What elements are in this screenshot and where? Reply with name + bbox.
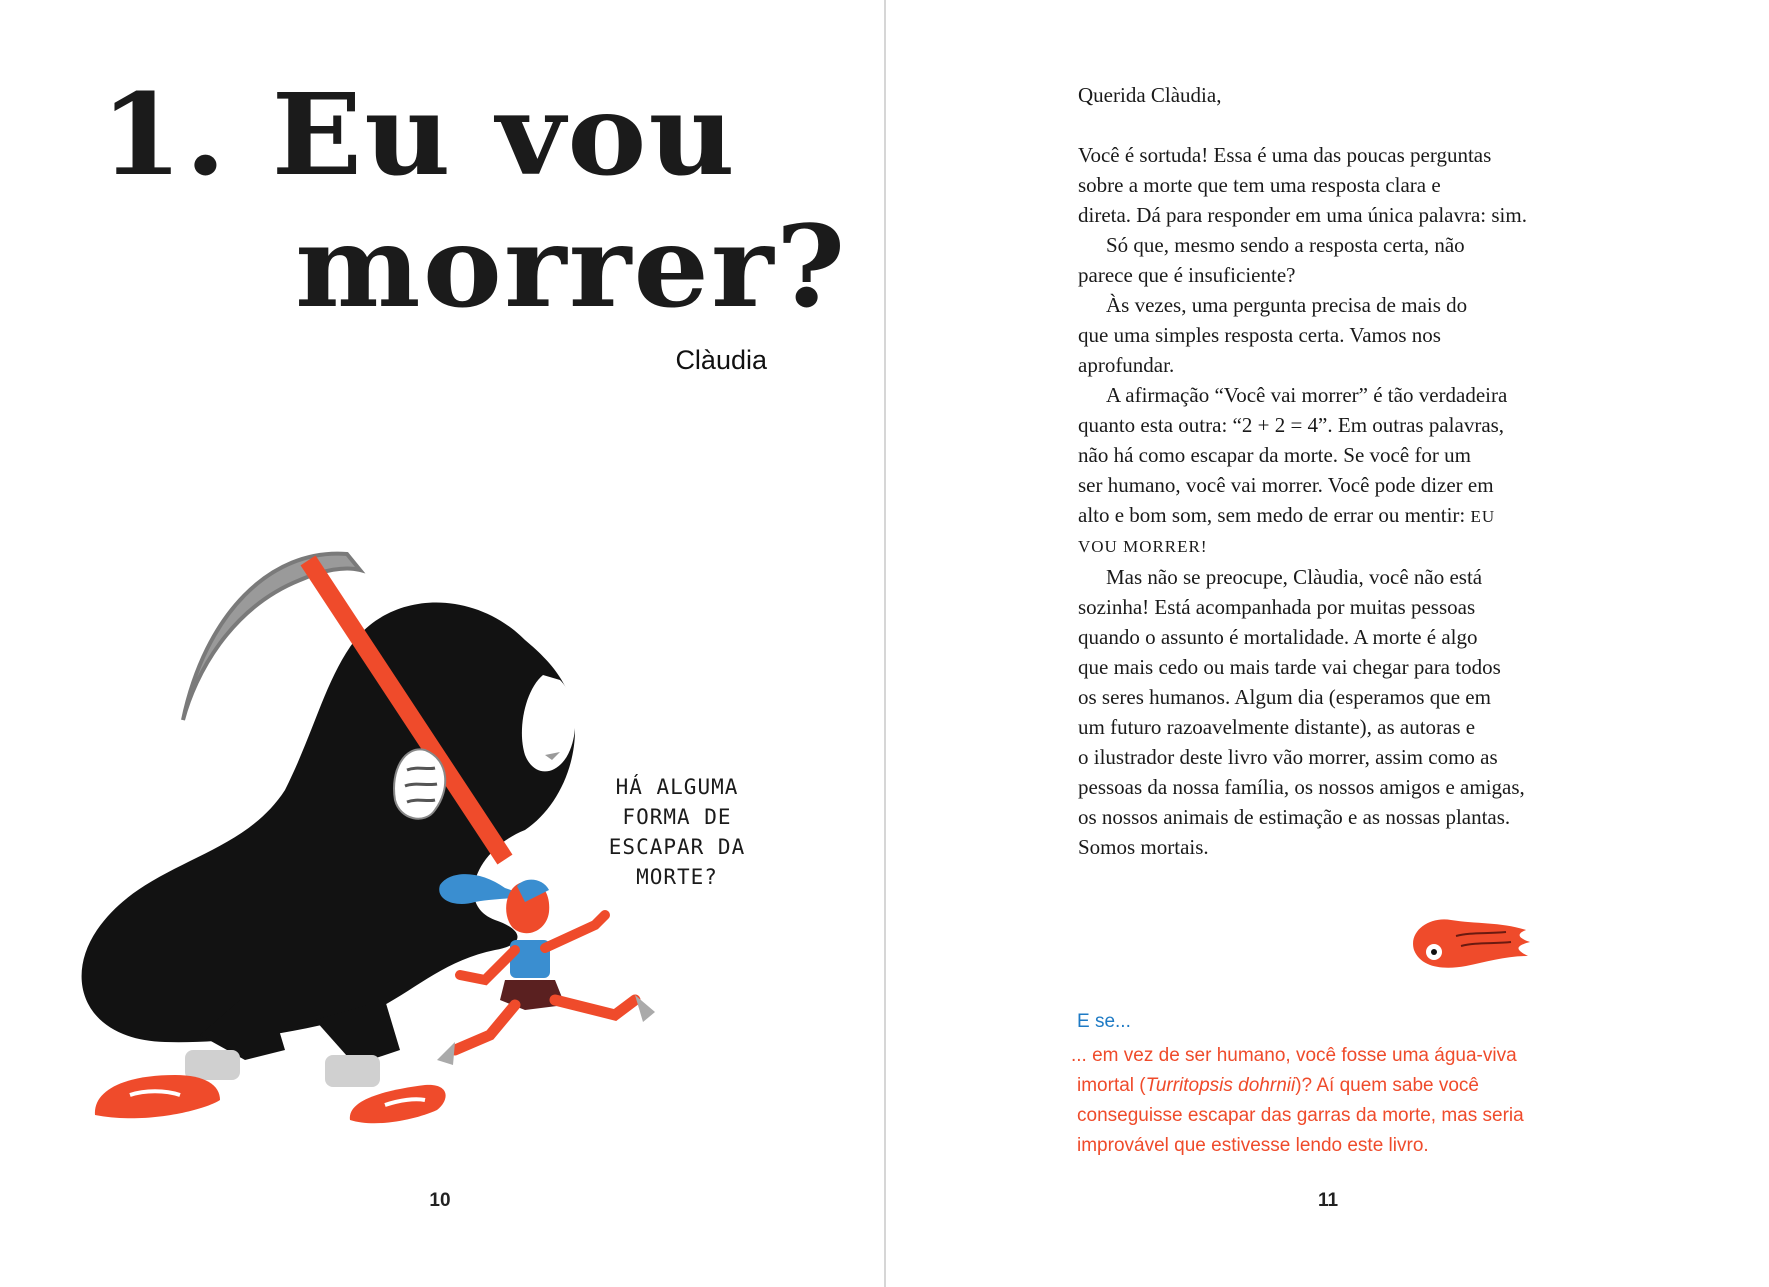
what-if-text: imortal ( [1077,1075,1146,1096]
letter-line: sobre a morte que tem uma resposta clara e [1078,173,1441,197]
chapter-title-line-2: morrer? [295,202,848,333]
letter-line: pessoas da nossa família, os nossos amigos e amigas, [1078,775,1525,799]
girl-leg-back [455,1005,515,1050]
letter-line: Mas não se preocupe, Clàudia, você não está [1106,565,1483,589]
speech-line: ESCAPAR DA [608,835,746,859]
letter-line: que uma simples resposta certa. Vamos nos [1078,323,1441,347]
answer-letter [1078,80,1638,862]
letter-line: quando o assunto é mortalidade. A morte é algo [1078,625,1478,649]
letter-line: ser humano, você vai morrer. Você pode dizer em [1078,473,1494,497]
what-if-heading: E se... [1077,1011,1131,1032]
left-page [0,0,884,1287]
letter-line [1078,500,1638,532]
letter-smallcaps: EU [1470,507,1496,526]
question-author: Clàudia [675,345,767,375]
reaper-shoe-left [95,1075,220,1118]
letter-line: direta. Dá para responder em uma única palavra: sim. [1078,203,1527,227]
speech-bubble-text [582,772,772,892]
jellyfish-illustration [1406,910,1536,980]
speech-line: MORTE? [636,865,718,889]
letter-line: sozinha! Está acompanhada por muitas pessoas [1078,595,1476,619]
speech-line: FORMA DE [622,805,732,829]
what-if-line: ... em vez de ser humano, você fosse uma água-viva [1071,1045,1517,1066]
letter-line: quanto esta outra: “2 + 2 = 4”. Em outras palavras, [1078,413,1505,437]
letter-line: Às vezes, uma pergunta precisa de mais do [1106,293,1468,317]
reaper-cloak [82,603,575,1043]
letter-line: VOU MORRER! [1078,537,1208,556]
letter-line: aprofundar. [1078,353,1175,377]
what-if-box [1071,1041,1671,1161]
page-number-right: 11 [1317,1190,1339,1211]
letter-line: não há como escapar da morte. Se você for um [1078,443,1472,467]
species-name: Turritopsis dohrnii [1145,1075,1296,1096]
reaper-shoe-right [350,1085,446,1123]
letter-line: Somos mortais. [1078,835,1209,859]
letter-line: os nossos animais de estimação e as nossas plantas. [1078,805,1511,829]
letter-line: que mais cedo ou mais tarde vai chegar para todos [1078,655,1501,679]
letter-line: os seres humanos. Algum dia (esperamos que em [1078,685,1491,709]
letter-line: Você é sortuda! Essa é uma das poucas perguntas [1078,143,1492,167]
what-if-line: conseguisse escapar das garras da morte, mas seria [1077,1105,1524,1126]
girl-leg-front [555,1000,635,1015]
letter-line: parece que é insuficiente? [1078,263,1296,287]
letter-line: o ilustrador deste livro vão morrer, assim como as [1078,745,1498,769]
letter-line: Só que, mesmo sendo a resposta certa, não [1106,233,1465,257]
chapter-title-line-1: 1. Eu vou [100,70,737,201]
right-page [886,0,1769,1287]
letter-greeting: Querida Clàudia, [1078,83,1222,107]
what-if-text: )? Aí quem sabe você [1295,1075,1479,1096]
what-if-line [1071,1071,1671,1101]
page-number-left: 10 [429,1190,451,1211]
girl-arm-front [545,915,605,948]
letter-line: um futuro razoavelmente distante), as autoras e [1078,715,1476,739]
speech-line: HÁ ALGUMA [615,775,739,799]
letter-line: A afirmação “Você vai morrer” é tão verdadeira [1106,383,1508,407]
letter-text: alto e bom som, sem medo de errar ou mentir: [1078,503,1466,527]
what-if-line: improvável que estivesse lendo este livro. [1077,1135,1429,1156]
